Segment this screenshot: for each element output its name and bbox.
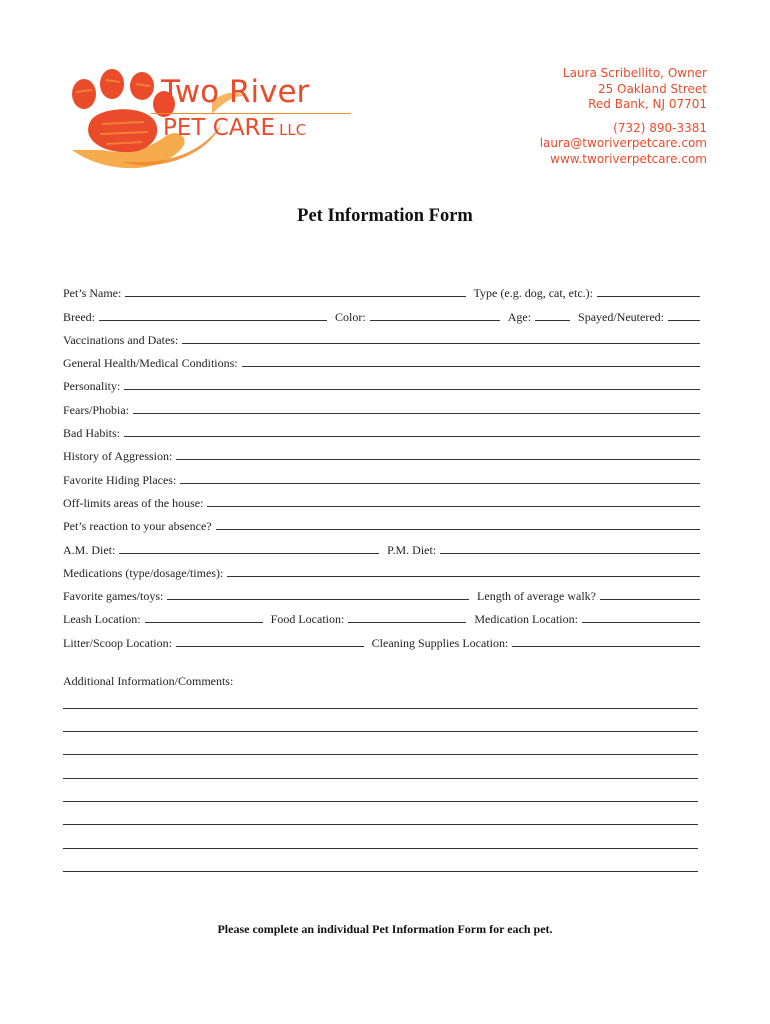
pet-name-label: Pet’s Name: <box>63 286 122 301</box>
spayed-label: Spayed/Neutered: <box>578 309 664 324</box>
games-label: Favorite games/toys: <box>63 589 164 604</box>
personality-label: Personality: <box>63 379 121 394</box>
color-label: Color: <box>335 309 366 324</box>
reaction-label: Pet’s reaction to your absence? <box>63 519 212 534</box>
comment-line[interactable] <box>63 871 698 872</box>
fears-label: Fears/Phobia: <box>63 402 129 417</box>
aggression-label: History of Aggression: <box>63 449 173 464</box>
breed-label: Breed: <box>63 309 95 324</box>
type-label: Type (e.g. dog, cat, etc.): <box>473 286 593 301</box>
medication-location-label: Medication Location: <box>474 612 578 627</box>
food-field[interactable] <box>348 622 466 623</box>
walk-label: Length of average walk? <box>477 589 596 604</box>
contact-email[interactable]: laura@tworiverpetcare.com <box>539 136 707 150</box>
row-diet <box>63 534 700 557</box>
row-hiding <box>63 464 700 487</box>
row-pet-name <box>63 278 700 301</box>
contact-city: Red Bank, NJ 07701 <box>588 97 707 111</box>
bad-habits-field[interactable] <box>124 436 700 437</box>
health-label: General Health/Medical Conditions: <box>63 356 238 371</box>
row-breed <box>63 301 700 324</box>
am-diet-field[interactable] <box>119 553 379 554</box>
comment-line[interactable] <box>63 848 698 849</box>
leash-label: Leash Location: <box>63 612 141 627</box>
form-title: Pet Information Form <box>297 206 473 226</box>
medications-label: Medications (type/dosage/times): <box>63 565 224 580</box>
games-field[interactable] <box>167 599 469 600</box>
offlimits-field[interactable] <box>207 506 700 507</box>
comment-line[interactable] <box>63 778 698 779</box>
contact-block <box>540 66 707 167</box>
footer-note: Please complete an individual Pet Information Form for each pet. <box>217 922 553 936</box>
row-aggression <box>63 441 700 464</box>
vaccinations-field[interactable] <box>182 343 700 344</box>
row-supplies <box>63 627 700 650</box>
medications-field[interactable] <box>227 576 700 577</box>
food-label: Food Location: <box>270 612 345 627</box>
spayed-field[interactable] <box>668 320 700 321</box>
vaccinations-label: Vaccinations and Dates: <box>63 332 179 347</box>
breed-field[interactable] <box>99 320 327 321</box>
comment-line[interactable] <box>63 801 698 802</box>
hiding-label: Favorite Hiding Places: <box>63 472 177 487</box>
row-offlimits <box>63 488 700 511</box>
comments-label: Additional Information/Comments: <box>63 674 234 688</box>
fears-field[interactable] <box>133 413 700 414</box>
cleaning-field[interactable] <box>512 646 700 647</box>
contact-website[interactable]: www.tworiverpetcare.com <box>550 151 707 166</box>
hiding-field[interactable] <box>180 483 700 484</box>
brand-name: Two River <box>161 74 310 110</box>
type-field[interactable] <box>597 296 700 297</box>
am-diet-label: A.M. Diet: <box>63 542 116 557</box>
litter-field[interactable] <box>176 646 364 647</box>
form-fields <box>63 278 700 651</box>
cleaning-label: Cleaning Supplies Location: <box>371 635 509 650</box>
row-personality <box>63 371 700 394</box>
contact-street: 25 Oakland Street <box>597 81 707 96</box>
row-reaction <box>63 511 700 534</box>
age-label: Age: <box>507 309 532 324</box>
comment-line[interactable] <box>63 731 698 732</box>
brand-subtitle: PET CARE LLC <box>163 115 307 141</box>
brand-rule <box>151 113 351 114</box>
leash-field[interactable] <box>145 622 263 623</box>
row-locations <box>63 604 700 627</box>
comment-line[interactable] <box>63 824 698 825</box>
health-field[interactable] <box>242 366 700 367</box>
pet-name-field[interactable] <box>125 296 465 297</box>
row-fears <box>63 394 700 417</box>
walk-field[interactable] <box>600 599 700 600</box>
medication-location-field[interactable] <box>582 622 700 623</box>
offlimits-label: Off-limits areas of the house: <box>63 495 204 510</box>
contact-phone: (732) 890-3381 <box>613 120 707 135</box>
row-vaccinations <box>63 325 700 348</box>
comment-line[interactable] <box>63 754 698 755</box>
pm-diet-field[interactable] <box>440 553 700 554</box>
color-field[interactable] <box>370 320 500 321</box>
reaction-field[interactable] <box>216 529 700 530</box>
age-field[interactable] <box>535 320 570 321</box>
comment-line[interactable] <box>63 708 698 709</box>
aggression-field[interactable] <box>176 459 700 460</box>
row-medications <box>63 558 700 581</box>
litter-label: Litter/Scoop Location: <box>63 635 172 650</box>
bad-habits-label: Bad Habits: <box>63 426 120 441</box>
pm-diet-label: P.M. Diet: <box>387 542 437 557</box>
personality-field[interactable] <box>124 389 700 390</box>
row-games <box>63 581 700 604</box>
row-health <box>63 348 700 371</box>
row-bad-habits <box>63 418 700 441</box>
contact-owner: Laura Scribellito, Owner <box>562 66 707 80</box>
